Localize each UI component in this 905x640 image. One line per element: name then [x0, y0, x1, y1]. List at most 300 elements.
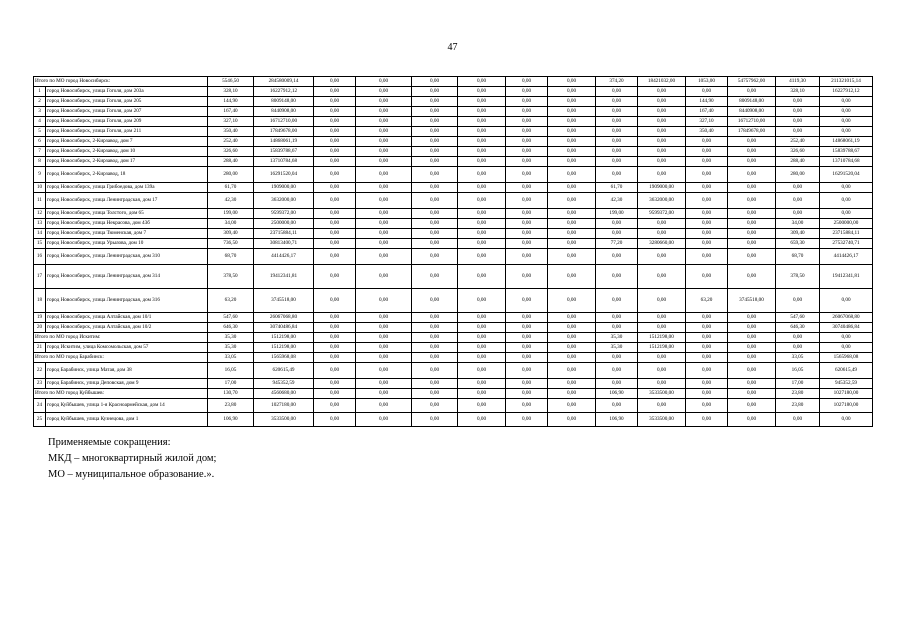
value-cell: 26067068,80	[820, 313, 873, 323]
value-cell: 0,00	[548, 363, 596, 379]
value-cell: 0,00	[458, 97, 506, 107]
value-cell: 0,00	[728, 209, 776, 219]
value-cell: 17849678,00	[254, 127, 314, 137]
value-cell: 0,00	[412, 87, 458, 97]
value-cell: 0,00	[548, 413, 596, 427]
value-cell: 0,00	[548, 249, 596, 265]
value-cell: 17,00	[208, 379, 254, 389]
value-cell: 33,05	[208, 353, 254, 363]
value-cell: 0,00	[412, 323, 458, 333]
value-cell: 620615,49	[254, 363, 314, 379]
value-cell: 17,00	[776, 379, 820, 389]
value-cell: 3745518,00	[728, 289, 776, 313]
address-cell: город Новосибирск, улица Некрасова, дом 43б	[46, 219, 208, 229]
row-number: 6	[34, 137, 46, 147]
value-cell: 0,00	[686, 147, 728, 157]
value-cell: 0,00	[728, 167, 776, 183]
value-cell: 23715884,11	[820, 229, 873, 239]
value-cell: 0,00	[314, 323, 356, 333]
table-row	[34, 265, 873, 289]
value-cell: 0,00	[728, 249, 776, 265]
table-row	[34, 147, 873, 157]
value-cell: 0,00	[548, 167, 596, 183]
value-cell: 0,00	[506, 323, 548, 333]
value-cell: 0,00	[596, 107, 638, 117]
address-cell: город Новосибирск, улица Урылова, дом 10	[46, 239, 208, 249]
value-cell: 0,00	[314, 265, 356, 289]
value-cell: 1512198,00	[638, 343, 686, 353]
value-cell: 35,30	[596, 333, 638, 343]
value-cell: 0,00	[356, 413, 412, 427]
page-number: 47	[447, 42, 458, 53]
value-cell: 0,00	[412, 399, 458, 413]
value-cell: 0,00	[356, 183, 412, 193]
total-label: Итого по МО город Куйбышев:	[34, 389, 208, 399]
value-cell: 0,00	[686, 379, 728, 389]
value-cell: 0,00	[506, 127, 548, 137]
value-cell: 0,00	[638, 323, 686, 333]
row-number: 2	[34, 97, 46, 107]
row-number: 17	[34, 265, 46, 289]
value-cell: 0,00	[506, 193, 548, 209]
value-cell: 0,00	[506, 239, 548, 249]
value-cell: 659,30	[776, 239, 820, 249]
table-total-row	[34, 77, 873, 87]
value-cell: 0,00	[596, 379, 638, 389]
value-cell: 378,50	[776, 265, 820, 289]
row-number: 22	[34, 363, 46, 379]
address-cell: город Новосибирск, улица Ленинградская, дом 310	[46, 249, 208, 265]
value-cell: 0,00	[776, 183, 820, 193]
value-cell: 0,00	[506, 265, 548, 289]
value-cell: 23,80	[776, 389, 820, 399]
value-cell: 1909000,00	[638, 183, 686, 193]
value-cell: 1053,00	[686, 77, 728, 87]
value-cell: 16712710,00	[254, 117, 314, 127]
value-cell: 0,00	[412, 157, 458, 167]
value-cell: 106,90	[208, 413, 254, 427]
value-cell: 14868061,19	[254, 137, 314, 147]
value-cell: 199,00	[596, 209, 638, 219]
table-row	[34, 413, 873, 427]
value-cell: 23,80	[208, 399, 254, 413]
value-cell: 0,00	[596, 399, 638, 413]
value-cell: 23715884,11	[254, 229, 314, 239]
value-cell: 0,00	[548, 399, 596, 413]
value-cell: 0,00	[728, 313, 776, 323]
value-cell: 0,00	[458, 413, 506, 427]
value-cell: 0,00	[314, 413, 356, 427]
value-cell: 15839788,67	[254, 147, 314, 157]
table-row	[34, 127, 873, 137]
table-total-row	[34, 389, 873, 399]
value-cell: 0,00	[412, 229, 458, 239]
value-cell: 16712710,00	[728, 117, 776, 127]
value-cell: 288,40	[776, 157, 820, 167]
value-cell: 0,00	[506, 107, 548, 117]
value-cell: 2500000,00	[820, 219, 873, 229]
address-cell: город Новосибирск, 2-Кирзавод, дом 10	[46, 147, 208, 157]
value-cell: 547,60	[776, 313, 820, 323]
value-cell: 0,00	[458, 265, 506, 289]
value-cell: 0,00	[728, 399, 776, 413]
value-cell: 17849678,00	[728, 127, 776, 137]
value-cell: 3745518,00	[254, 289, 314, 313]
table-row	[34, 167, 873, 183]
table-row	[34, 229, 873, 239]
value-cell: 0,00	[356, 265, 412, 289]
value-cell: 4414426,17	[820, 249, 873, 265]
value-cell: 0,00	[638, 219, 686, 229]
value-cell: 0,00	[356, 87, 412, 97]
value-cell: 0,00	[506, 389, 548, 399]
value-cell: 15839788,67	[820, 147, 873, 157]
value-cell: 0,00	[412, 343, 458, 353]
value-cell: 0,00	[506, 77, 548, 87]
value-cell: 0,00	[314, 333, 356, 343]
row-number: 13	[34, 219, 46, 229]
value-cell: 0,00	[686, 363, 728, 379]
value-cell: 0,00	[820, 209, 873, 219]
value-cell: 288,40	[208, 157, 254, 167]
value-cell: 0,00	[548, 183, 596, 193]
value-cell: 26067068,80	[254, 313, 314, 323]
value-cell: 0,00	[356, 219, 412, 229]
value-cell: 0,00	[458, 333, 506, 343]
value-cell: 0,00	[776, 117, 820, 127]
value-cell: 0,00	[458, 389, 506, 399]
address-cell: город Новосибирск, 2-Кирзавод, дом 7	[46, 137, 208, 147]
value-cell: 0,00	[686, 137, 728, 147]
value-cell: 16227912,12	[254, 87, 314, 97]
value-cell: 0,00	[506, 219, 548, 229]
value-cell: 0,00	[776, 289, 820, 313]
address-cell: город Куйбышев, улица Кузнецова, дом 1	[46, 413, 208, 427]
value-cell: 0,00	[638, 87, 686, 97]
value-cell: 945352,59	[820, 379, 873, 389]
value-cell: 3533500,00	[254, 413, 314, 427]
value-cell: 0,00	[314, 183, 356, 193]
value-cell: 5546,50	[208, 77, 254, 87]
value-cell: 0,00	[458, 289, 506, 313]
value-cell: 1565968,08	[820, 353, 873, 363]
value-cell: 0,00	[820, 333, 873, 343]
value-cell: 0,00	[412, 209, 458, 219]
value-cell: 0,00	[458, 157, 506, 167]
value-cell: 54757962,00	[728, 77, 776, 87]
table-row	[34, 193, 873, 209]
value-cell: 0,00	[506, 157, 548, 167]
value-cell: 0,00	[506, 97, 548, 107]
value-cell: 0,00	[728, 389, 776, 399]
value-cell: 16,05	[776, 363, 820, 379]
table-row	[34, 343, 873, 353]
value-cell: 0,00	[548, 137, 596, 147]
value-cell: 0,00	[728, 229, 776, 239]
value-cell: 0,00	[686, 249, 728, 265]
value-cell: 0,00	[356, 193, 412, 209]
value-cell: 328,10	[208, 87, 254, 97]
value-cell: 0,00	[412, 127, 458, 137]
value-cell: 0,00	[314, 389, 356, 399]
value-cell: 1909000,00	[254, 183, 314, 193]
value-cell: 0,00	[356, 209, 412, 219]
value-cell: 327,10	[208, 117, 254, 127]
value-cell: 3632000,00	[254, 193, 314, 209]
value-cell: 0,00	[596, 87, 638, 97]
value-cell: 0,00	[356, 157, 412, 167]
value-cell: 0,00	[820, 289, 873, 313]
value-cell: 0,00	[506, 379, 548, 389]
value-cell: 0,00	[314, 249, 356, 265]
table-row	[34, 157, 873, 167]
value-cell: 0,00	[314, 219, 356, 229]
value-cell: 0,00	[458, 127, 506, 137]
table-row	[34, 289, 873, 313]
value-cell: 16291520,04	[254, 167, 314, 183]
value-cell: 63,20	[686, 289, 728, 313]
value-cell: 350,40	[208, 127, 254, 137]
value-cell: 0,00	[596, 249, 638, 265]
value-cell: 0,00	[820, 107, 873, 117]
value-cell: 736,50	[208, 239, 254, 249]
value-cell: 0,00	[596, 313, 638, 323]
value-cell: 1512198,00	[638, 333, 686, 343]
value-cell: 0,00	[412, 249, 458, 265]
value-cell: 0,00	[686, 193, 728, 209]
value-cell: 0,00	[412, 363, 458, 379]
value-cell: 0,00	[506, 363, 548, 379]
value-cell: 0,00	[686, 265, 728, 289]
address-cell: город Барабинск, улица Матая, дом 38	[46, 363, 208, 379]
value-cell: 0,00	[356, 117, 412, 127]
value-cell: 0,00	[356, 239, 412, 249]
value-cell: 0,00	[548, 389, 596, 399]
value-cell: 30740486,84	[820, 323, 873, 333]
value-cell: 0,00	[548, 107, 596, 117]
value-cell: 0,00	[686, 239, 728, 249]
value-cell: 0,00	[314, 77, 356, 87]
value-cell: 0,00	[638, 117, 686, 127]
value-cell: 0,00	[596, 97, 638, 107]
value-cell: 0,00	[356, 313, 412, 323]
address-cell: город Куйбышев, улица 1-я Красноармейская, дом 14	[46, 399, 208, 413]
value-cell: 42,30	[596, 193, 638, 209]
value-cell: 8009148,00	[254, 97, 314, 107]
address-cell: город Новосибирск, улица Гоголя, дом 207	[46, 107, 208, 117]
value-cell: 27532740,71	[820, 239, 873, 249]
value-cell: 0,00	[638, 157, 686, 167]
total-label: Итого по МО город Барабинск:	[34, 353, 208, 363]
value-cell: 0,00	[412, 289, 458, 313]
value-cell: 0,00	[686, 389, 728, 399]
value-cell: 0,00	[506, 167, 548, 183]
value-cell: 4119,30	[776, 77, 820, 87]
value-cell: 252,40	[776, 137, 820, 147]
value-cell: 0,00	[506, 413, 548, 427]
row-number: 21	[34, 343, 46, 353]
address-cell: город Новосибирск, улица Грибоедова, дом 139а	[46, 183, 208, 193]
value-cell: 0,00	[820, 183, 873, 193]
value-cell: 374,20	[596, 77, 638, 87]
row-number: 20	[34, 323, 46, 333]
value-cell: 0,00	[412, 193, 458, 209]
value-cell: 0,00	[596, 323, 638, 333]
value-cell: 0,00	[412, 353, 458, 363]
value-cell: 0,00	[458, 77, 506, 87]
value-cell: 309,40	[208, 229, 254, 239]
value-cell: 0,00	[728, 157, 776, 167]
value-cell: 0,00	[638, 229, 686, 239]
value-cell: 0,00	[458, 117, 506, 127]
value-cell: 19412341,81	[820, 265, 873, 289]
row-number: 14	[34, 229, 46, 239]
value-cell: 130,70	[208, 389, 254, 399]
value-cell: 0,00	[686, 333, 728, 343]
value-cell: 0,00	[686, 399, 728, 413]
value-cell: 0,00	[548, 193, 596, 209]
value-cell: 0,00	[686, 219, 728, 229]
value-cell: 1512198,00	[254, 333, 314, 343]
row-number: 18	[34, 289, 46, 313]
value-cell: 106,90	[596, 413, 638, 427]
value-cell: 16,05	[208, 363, 254, 379]
value-cell: 13710784,68	[820, 157, 873, 167]
value-cell: 0,00	[596, 353, 638, 363]
value-cell: 646,30	[776, 323, 820, 333]
value-cell: 280,00	[208, 167, 254, 183]
value-cell: 0,00	[820, 413, 873, 427]
value-cell: 0,00	[356, 147, 412, 157]
value-cell: 309,40	[776, 229, 820, 239]
value-cell: 1565968,08	[254, 353, 314, 363]
value-cell: 0,00	[412, 97, 458, 107]
value-cell: 0,00	[548, 77, 596, 87]
value-cell: 0,00	[596, 363, 638, 379]
value-cell: 0,00	[314, 87, 356, 97]
note-mo: МО – муниципальное образование.».	[48, 469, 215, 480]
value-cell: 0,00	[412, 77, 458, 87]
value-cell: 0,00	[356, 323, 412, 333]
address-cell: город Новосибирск, улица Гоголя, дом 211	[46, 127, 208, 137]
value-cell: 8009148,00	[728, 97, 776, 107]
row-number: 7	[34, 147, 46, 157]
row-number: 12	[34, 209, 46, 219]
value-cell: 0,00	[548, 229, 596, 239]
value-cell: 0,00	[548, 87, 596, 97]
value-cell: 0,00	[548, 239, 596, 249]
value-cell: 0,00	[638, 379, 686, 389]
value-cell: 0,00	[776, 107, 820, 117]
value-cell: 0,00	[356, 343, 412, 353]
address-cell: город Новосибирск, улица Толстого, дом 65	[46, 209, 208, 219]
value-cell: 0,00	[548, 323, 596, 333]
value-cell: 0,00	[458, 343, 506, 353]
value-cell: 0,00	[638, 127, 686, 137]
value-cell: 0,00	[596, 137, 638, 147]
table-total-row	[34, 353, 873, 363]
value-cell: 0,00	[548, 313, 596, 323]
value-cell: 9599372,00	[638, 209, 686, 219]
value-cell: 16227912,12	[820, 87, 873, 97]
value-cell: 0,00	[356, 399, 412, 413]
value-cell: 0,00	[356, 137, 412, 147]
value-cell: 0,00	[458, 219, 506, 229]
value-cell: 35,30	[596, 343, 638, 353]
value-cell: 0,00	[596, 265, 638, 289]
value-cell: 63,20	[208, 289, 254, 313]
value-cell: 0,00	[458, 193, 506, 209]
value-cell: 35,30	[208, 333, 254, 343]
value-cell: 0,00	[728, 265, 776, 289]
address-cell: город Искитим, улица Комсомольская, дом 57	[46, 343, 208, 353]
value-cell: 3280660,00	[638, 239, 686, 249]
value-cell: 0,00	[356, 353, 412, 363]
value-cell: 68,70	[776, 249, 820, 265]
value-cell: 0,00	[548, 157, 596, 167]
table-row	[34, 107, 873, 117]
note-mkd: МКД – многоквартирный жилой дом;	[48, 453, 217, 464]
value-cell: 0,00	[548, 333, 596, 343]
value-cell: 0,00	[638, 107, 686, 117]
value-cell: 0,00	[820, 127, 873, 137]
value-cell: 0,00	[820, 343, 873, 353]
value-cell: 0,00	[820, 97, 873, 107]
value-cell: 0,00	[728, 353, 776, 363]
value-cell: 199,00	[208, 209, 254, 219]
value-cell: 144,90	[208, 97, 254, 107]
value-cell: 0,00	[728, 343, 776, 353]
table-row	[34, 239, 873, 249]
value-cell: 0,00	[776, 413, 820, 427]
value-cell: 0,00	[638, 399, 686, 413]
table-row	[34, 249, 873, 265]
address-cell: город Новосибирск, 2-Кирзавод, 18	[46, 167, 208, 183]
value-cell: 0,00	[506, 313, 548, 323]
value-cell: 0,00	[506, 353, 548, 363]
value-cell: 0,00	[412, 183, 458, 193]
row-number: 19	[34, 313, 46, 323]
value-cell: 2500000,00	[254, 219, 314, 229]
value-cell: 0,00	[458, 183, 506, 193]
value-cell: 0,00	[686, 229, 728, 239]
value-cell: 0,00	[458, 399, 506, 413]
value-cell: 3533500,00	[638, 389, 686, 399]
row-number: 5	[34, 127, 46, 137]
value-cell: 0,00	[314, 379, 356, 389]
value-cell: 0,00	[548, 265, 596, 289]
value-cell: 328,10	[776, 87, 820, 97]
value-cell: 0,00	[728, 379, 776, 389]
value-cell: 0,00	[548, 147, 596, 157]
value-cell: 3632000,00	[638, 193, 686, 209]
value-cell: 0,00	[356, 77, 412, 87]
address-cell: город Новосибирск, 2-Кирзавод, дом 17	[46, 157, 208, 167]
table-total-row	[34, 333, 873, 343]
value-cell: 16291520,04	[820, 167, 873, 183]
value-cell: 0,00	[728, 219, 776, 229]
value-cell: 8440908,00	[254, 107, 314, 117]
value-cell: 0,00	[728, 137, 776, 147]
table-row	[34, 209, 873, 219]
value-cell: 0,00	[356, 97, 412, 107]
value-cell: 0,00	[356, 333, 412, 343]
value-cell: 0,00	[728, 333, 776, 343]
value-cell: 0,00	[596, 127, 638, 137]
value-cell: 0,00	[728, 239, 776, 249]
value-cell: 0,00	[686, 209, 728, 219]
notes-heading: Применяемые сокращения:	[48, 437, 171, 448]
